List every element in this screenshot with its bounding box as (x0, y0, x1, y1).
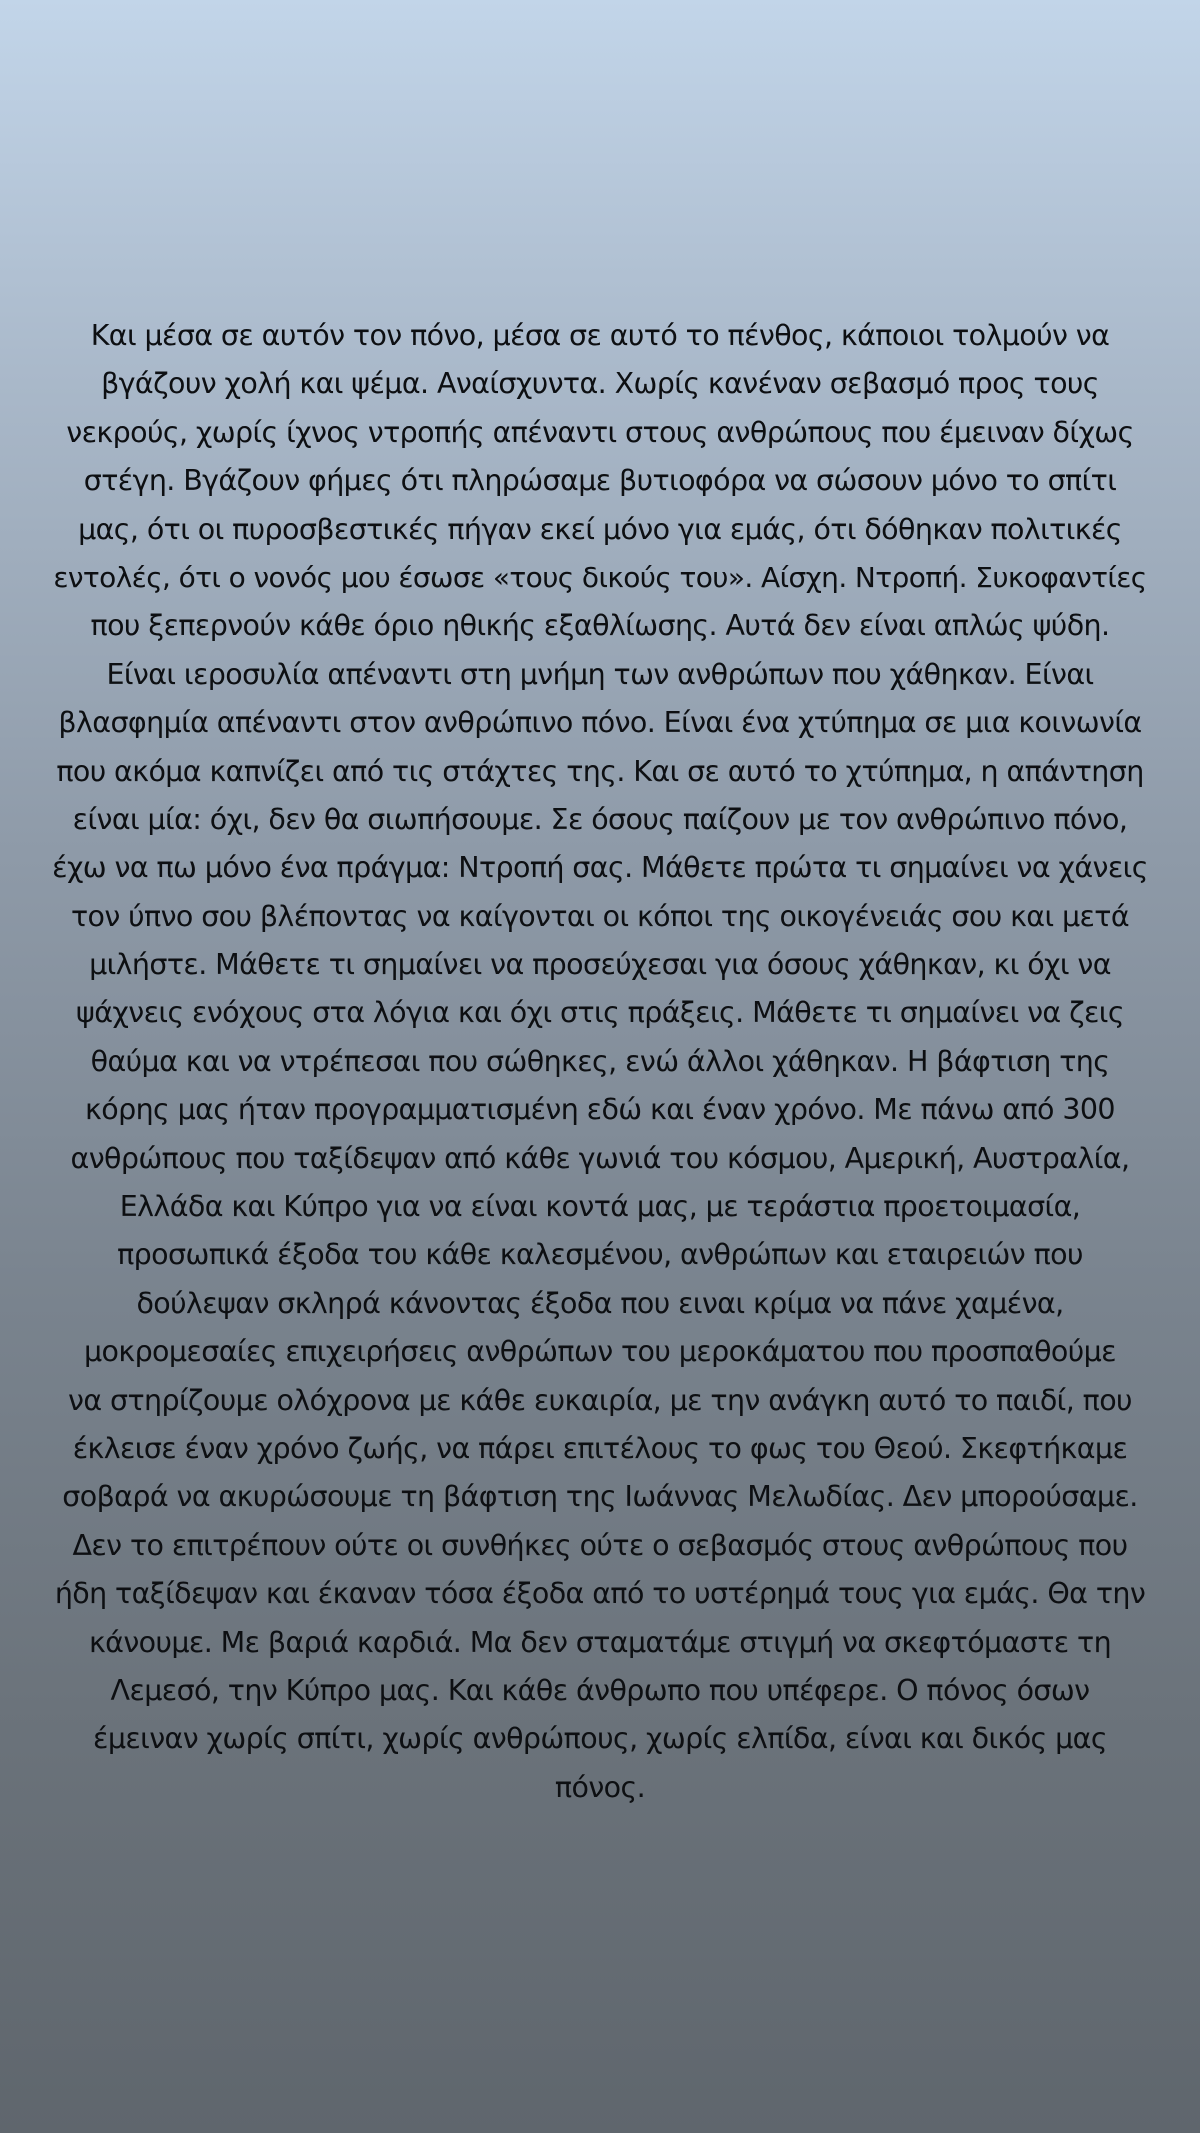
story-text-line: στέγη. Βγάζουν φήμες ότι πληρώσαμε βυτιοφόρα να σώσουν μόνο το σπίτι (83, 464, 1117, 498)
story-text-line: έμειναν χωρίς σπίτι, χωρίς ανθρώπους, χωρίς ελπίδα, είναι και δικός μας (93, 1722, 1107, 1756)
story-text-line: ψάχνεις ενόχους στα λόγια και όχι στις πράξεις. Μάθετε τι σημαίνει να ζεις (76, 996, 1124, 1030)
story-text-line: τον ύπνο σου βλέποντας να καίγονται οι κόποι της οικογένειάς σου και μετά (70, 899, 1130, 933)
story-text-line: βγάζουν χολή και ψέμα. Αναίσχυντα. Χωρίς κανέναν σεβασμό προς τους (101, 367, 1099, 401)
story-text-line: έχω να πω μόνο ένα πράγμα: Ντροπή σας. Μάθετε πρώτα τι σημαίνει να χάνεις (52, 851, 1148, 885)
story-text-line: προσωπικά έξοδα του κάθε καλεσμένου, ανθρώπων και εταιρειών που (117, 1238, 1083, 1272)
story-text-line: κόρης μας ήταν προγραμματισμένη εδώ και έναν χρόνο. Με πάνω από 300 (85, 1093, 1115, 1127)
story-text-line: Και μέσα σε αυτόν τον πόνο, μέσα σε αυτό το πένθος, κάποιοι τολμούν να (90, 319, 1110, 352)
story-text-line: πόνος. (554, 1770, 646, 1804)
story-text-line: Λεμεσό, την Κύπρο μας. Και κάθε άνθρωπο που υπέφερε. Ο πόνος όσων (110, 1673, 1090, 1707)
story-text-line: Δεν το επιτρέπουν ούτε οι συνθήκες ούτε ο σεβασμός στους ανθρώπους που (72, 1528, 1128, 1562)
story-text-line: μοκρομεσαίες επιχειρήσεις ανθρώπων του μεροκάματου που προσπαθούμε (84, 1335, 1116, 1369)
story-text-line: σοβαρά να ακυρώσουμε τη βάφτιση της Ιωάννας Μελωδίας. Δεν μπορούσαμε. (62, 1480, 1138, 1514)
story-text-line: Είναι ιεροσυλία απέναντι στη μνήμη των ανθρώπων που χάθηκαν. Είναι (106, 657, 1094, 691)
story-text-line: δούλεψαν σκληρά κάνοντας έξοδα που ειναι κρίμα να πάνε χαμένα, (136, 1286, 1064, 1320)
story-text-line: έκλεισε έναν χρόνο ζωής, να πάρει επιτέλους το φως του Θεού. Σκεφτήκαμε (72, 1431, 1128, 1465)
story-text-line: βλασφημία απέναντι στον ανθρώπινο πόνο. Είναι ένα χτύπημα σε μια κοινωνία (58, 706, 1142, 740)
story-text-line: νεκρούς, χωρίς ίχνος ντροπής απέναντι στους ανθρώπους που έμειναν δίχως (66, 415, 1134, 449)
story-text-line: που ξεπερνούν κάθε όριο ηθικής εξαθλίωσης. Αυτά δεν είναι απλώς ψύδη. (90, 609, 1110, 643)
story-text-line: Ελλάδα και Κύπρο για να είναι κοντά μας, με τεράστια προετοιμασία, (119, 1190, 1081, 1224)
story-text-line: ήδη ταξίδεψαν και έκαναν τόσα έξοδα από το υστέρημά τους για εμάς. Θα την (54, 1577, 1146, 1611)
story-text-line: θαύμα και να ντρέπεσαι που σώθηκες, ενώ άλλοι χάθηκαν. Η βάφτιση της (90, 1044, 1110, 1078)
story-text-block (50, 312, 1150, 1812)
story-text-line: που ακόμα καπνίζει από τις στάχτες της. Και σε αυτό το χτύπημα, η απάντηση (56, 754, 1144, 788)
story-text-line: μας, ότι οι πυροσβεστικές πήγαν εκεί μόνο για εμάς, ότι δόθηκαν πολιτικές (78, 512, 1122, 546)
story-text-line: κάνουμε. Με βαριά καρδιά. Μα δεν σταματάμε στιγμή να σκεφτόμαστε τη (88, 1625, 1112, 1659)
story-text-line: εντολές, ότι ο νονός μου έσωσε «τους δικούς του». Αίσχη. Ντροπή. Συκοφαντίες (53, 560, 1147, 594)
story-text-line: είναι μία: όχι, δεν θα σιωπήσουμε. Σε όσους παίζουν με τον ανθρώπινο πόνο, (72, 802, 1128, 836)
story-text-line: ανθρώπους που ταξίδεψαν από κάθε γωνιά του κόσμου, Αμερική, Αυστραλία, (70, 1141, 1130, 1175)
story-text-line: να στηρίζουμε ολόχρονα με κάθε ευκαιρία, με την ανάγκη αυτό το παιδί, που (68, 1383, 1132, 1417)
story-text-line: μιλήστε. Μάθετε τι σημαίνει να προσεύχεσαι για όσους χάθηκαν, κι όχι να (89, 948, 1111, 982)
